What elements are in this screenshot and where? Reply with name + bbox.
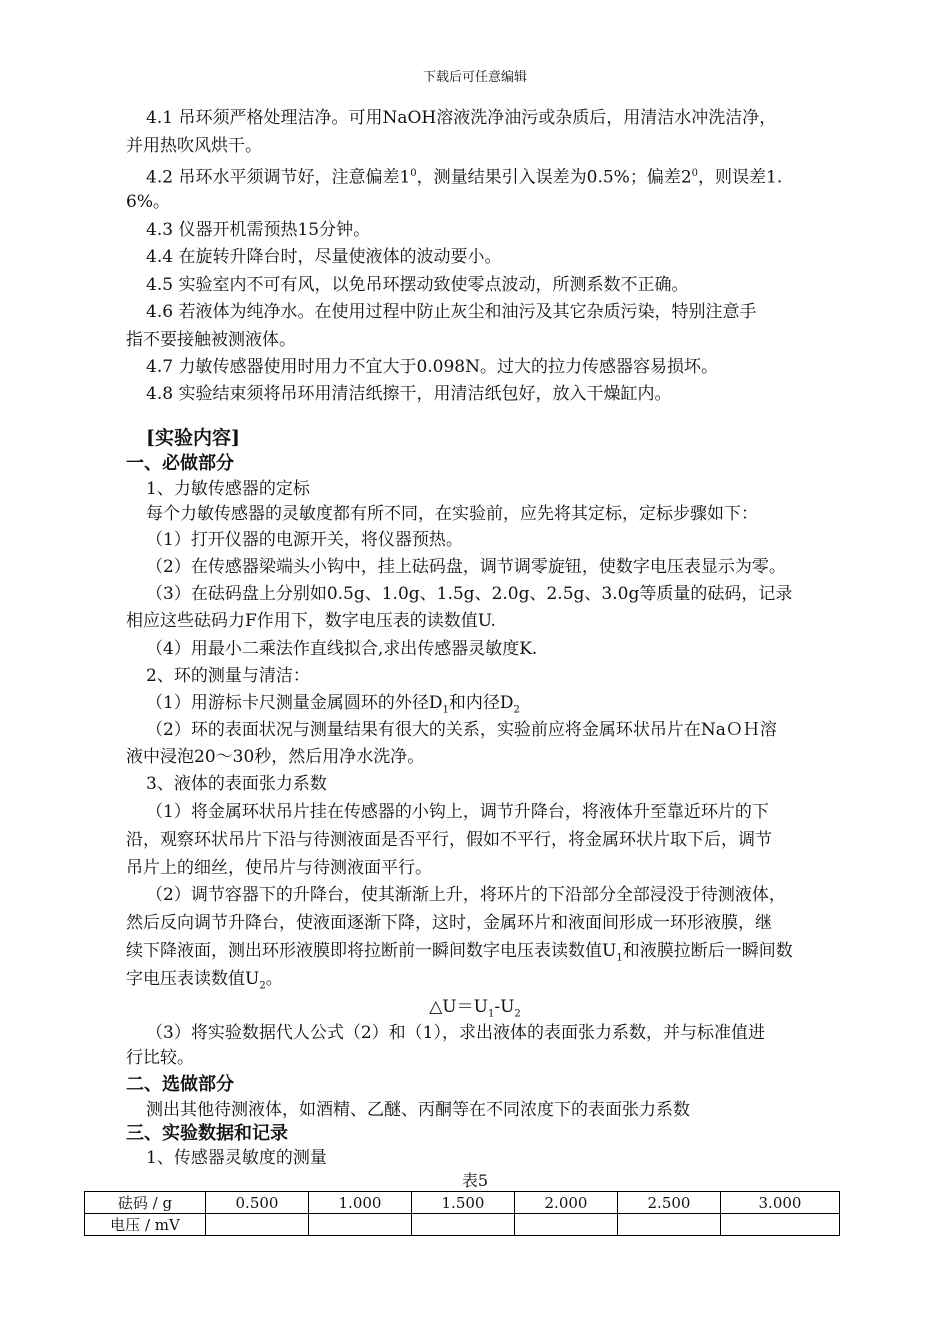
mass-cell: 2.000 <box>515 1192 618 1214</box>
page-header: 下载后可任意编辑 <box>422 70 527 85</box>
step-1-2: （2）在传感器梁端头小钩中，挂上砝码盘，调节调零旋钮，使数字电压表显示为零。 <box>146 557 786 577</box>
note-4-8: 4.8 实验结束须将吊环用清洁纸擦干，用清洁纸包好，放入干燥缸内。 <box>146 384 672 404</box>
note-4-2: 4.2 吊环水平须调节好，注意偏差$1^0$，测量结果引入误差为0.5%；偏差$2^0$，则误差1. <box>146 167 783 188</box>
step-2-heading: 2、环的测量与清洁： <box>146 666 310 686</box>
part-2-heading: 二、选做部分 <box>126 1074 234 1095</box>
mass-cell: 3.000 <box>721 1192 840 1214</box>
mass-cell: 1.500 <box>412 1192 515 1214</box>
step-1-1: （1）打开仪器的电源开关，将仪器预热。 <box>146 530 463 550</box>
note-4-1: 4.1 吊环须严格处理洁净。可用NaOH溶液洗净油污或杂质后，用清洁水冲洗洁净， <box>146 108 777 128</box>
step-1-heading: 1、力敏传感器的定标 <box>146 479 310 499</box>
row-label-voltage: 电压 / mV <box>85 1214 206 1236</box>
step-2-2-cont: 液中浸泡20～30秒，然后用净水洗净。 <box>126 747 425 767</box>
step-1-4: （4）用最小二乘法作直线拟合,求出传感器灵敏度K. <box>146 639 538 659</box>
step-3-heading: 3、液体的表面张力系数 <box>146 774 327 794</box>
section-title: [实验内容] <box>146 427 240 449</box>
part-2-text: 测出其他待测液体，如酒精、乙醚、丙酮等在不同浓度下的表面张力系数 <box>146 1100 690 1120</box>
step-1-3: （3）在砝码盘上分别如0.5g、1.0g、1.5g、2.0g、2.5g、3.0g等质量的砝码，记录 <box>146 584 793 604</box>
mass-cell: 0.500 <box>206 1192 309 1214</box>
table-row <box>85 1192 840 1214</box>
step-3-1: （1）将金属环状吊片挂在传感器的小钩上，调节升降台，将液体升至靠近环片的下 <box>146 802 769 822</box>
voltage-cell[interactable] <box>721 1214 840 1236</box>
step-3-1-cont-a: 沿，观察环状吊片下沿与待测液面是否平行，假如不平行，将金属环状片取下后，调节 <box>126 830 772 850</box>
part-3-step-1: 1、传感器灵敏度的测量 <box>146 1148 327 1168</box>
voltage-cell[interactable] <box>412 1214 515 1236</box>
note-4-5: 4.5 实验室内不可有风，以免吊环摆动致使零点波动，所测系数不正确。 <box>146 275 689 295</box>
step-3-3-cont: 行比较。 <box>126 1048 194 1068</box>
table-row <box>85 1214 840 1236</box>
note-4-1-cont: 并用热吹风烘干。 <box>126 136 262 156</box>
step-3-2: （2）调节容器下的升降台，使其渐渐上升，将环片的下沿部分全部浸没于待测液体， <box>146 885 786 905</box>
sensitivity-table <box>84 1191 840 1236</box>
mass-cell: 2.500 <box>618 1192 721 1214</box>
voltage-cell[interactable] <box>206 1214 309 1236</box>
table-caption: 表5 <box>461 1171 489 1190</box>
step-3-3: （3）将实验数据代人公式（2）和（1），求出液体的表面张力系数，并与标准值进 <box>146 1023 765 1043</box>
note-4-4: 4.4 在旋转升降台时，尽量使液体的波动要小。 <box>146 247 502 267</box>
step-3-2-cont-c: 字电压表读数值$U_2$。 <box>126 969 283 992</box>
voltage-cell[interactable] <box>515 1214 618 1236</box>
voltage-cell[interactable] <box>309 1214 412 1236</box>
mass-cell: 1.000 <box>309 1192 412 1214</box>
note-4-6-cont: 指不要接触被测液体。 <box>126 330 296 350</box>
step-1-intro: 每个力敏传感器的灵敏度都有所不同，在实验前，应先将其定标，定标步骤如下： <box>146 504 758 524</box>
step-2-2: （2）环的表面状况与测量结果有很大的关系，实验前应将金属环状吊片在NaＯＨ溶 <box>146 720 777 740</box>
part-3-heading: 三、实验数据和记录 <box>126 1123 288 1144</box>
step-3-1-cont-b: 吊片上的细丝，使吊片与待测液面平行。 <box>126 858 432 878</box>
note-4-3: 4.3 仪器开机需预热15分钟。 <box>146 220 371 240</box>
note-4-7: 4.7 力敏传感器使用时用力不宜大于0.098N。过大的拉力传感器容易损坏。 <box>146 357 718 377</box>
voltage-cell[interactable] <box>618 1214 721 1236</box>
delta-u-formula: $\triangle U=U_1-U_2$ <box>429 997 521 1020</box>
part-1-heading: 一、必做部分 <box>126 453 234 474</box>
step-2-1: （1）用游标卡尺测量金属圆环的外径$D_1$和内径$D_2$ <box>146 693 520 716</box>
step-1-3-cont: 相应这些砝码力F作用下，数字电压表的读数值U. <box>126 611 496 631</box>
note-4-6: 4.6 若液体为纯净水。在使用过程中防止灰尘和油污及其它杂质污染，特别注意手 <box>146 302 757 322</box>
row-label-mass: 砝码 / g <box>85 1192 206 1214</box>
step-3-2-cont-a: 然后反向调节升降台，使液面逐渐下降，这时，金属环片和液面间形成一环形液膜，继 <box>126 913 772 933</box>
step-3-2-cont-b: 续下降液面，测出环形液膜即将拉断前一瞬间数字电压表读数值$U_1$和液膜拉断后一瞬间数 <box>126 941 793 964</box>
note-4-2-cont: 6%。 <box>126 192 170 212</box>
